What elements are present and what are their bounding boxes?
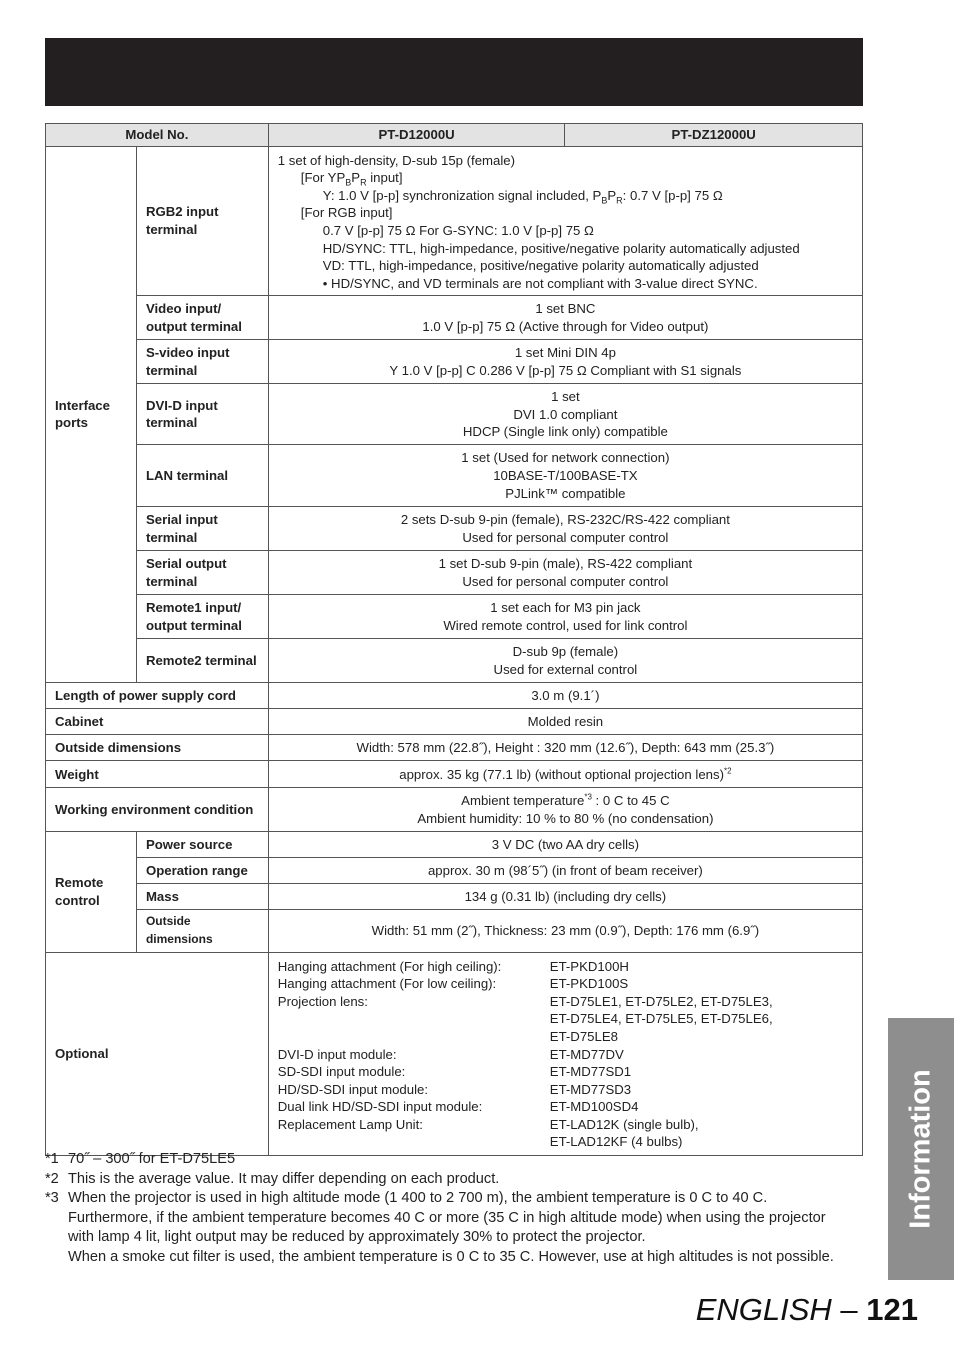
value-line: 1 set each for M3 pin jack: [490, 600, 641, 616]
option-value: ET-PKD100H: [549, 958, 629, 974]
text: Y: 1.0 V [p-p] synchronization signal included, P: [322, 187, 602, 203]
value-line: 1.0 V [p-p] 75 Ω (Active through for Video output): [422, 318, 709, 334]
option-name: Hanging attachment (For high ceiling):: [277, 958, 502, 974]
rgb2-line: VD: TTL, high-impedance, positive/negative polarity automatically adjusted: [322, 258, 759, 274]
env-label: Working environment condition: [46, 788, 269, 832]
table-row: [46, 595, 863, 639]
cord-value: 3.0 m (9.1´): [268, 683, 862, 709]
value-line: Y 1.0 V [p-p] C 0.286 V [p-p] 75 Ω Compliant with S1 signals: [389, 362, 742, 378]
option-name: [278, 1133, 550, 1151]
remote1-value: [268, 595, 862, 639]
option-name: Projection lens:: [277, 993, 368, 1009]
footnote-text: [68, 1189, 855, 1267]
value-line: D-sub 9p (female): [512, 644, 619, 660]
footnote-paragraph: When a smoke cut filter is used, the ambient temperature is 0 C to 35 C. However, use at high altitudes is not possible.: [68, 1248, 834, 1265]
remote-dims-value: Width: 51 mm (2˝), Thickness: 23 mm (0.9˝), Depth: 176 mm (6.9˝): [268, 910, 862, 952]
svideo-label: S-video input terminal: [136, 340, 268, 384]
value-line: 1 set BNC: [535, 301, 596, 317]
option-value: ET-LAD12KF (4 bulbs): [549, 1134, 683, 1150]
video-label: Video input/ output terminal: [136, 296, 268, 340]
cord-label: Length of power supply cord: [46, 683, 269, 709]
footnote-paragraph: When the projector is used in high altitude mode (1 400 to 2 700 m), the ambient temperature is 0 C to 40 C. Furthermore, if the ambient temperature becomes 40 C or more (35 C in high altitude mode) when using the projector with lamp 4 lit, light output may be reduced by approximately 30% to protect the projector.: [68, 1190, 826, 1245]
rgb2-line: HD/SYNC: TTL, high-impedance, positive/negative polarity automatically adjusted: [322, 240, 800, 256]
table-row: [46, 709, 863, 735]
value-line: 1 set (Used for network connection): [461, 450, 670, 466]
table-row: [46, 445, 863, 507]
value-line: Used for personal computer control: [462, 573, 669, 589]
dims-value: Width: 578 mm (22.8˝), Height : 320 mm (12.6˝), Depth: 643 mm (25.3˝): [268, 735, 862, 761]
table-row: [46, 884, 863, 910]
footnote-mark: *2: [723, 766, 732, 776]
text: [For YP: [300, 170, 346, 186]
remote1-label: Remote1 input/ output terminal: [136, 595, 268, 639]
table-row: [46, 296, 863, 340]
option-value: ET-D75LE8: [549, 1028, 618, 1044]
value-line: PJLink™ compatible: [505, 485, 626, 501]
table-row: [46, 952, 863, 1155]
header-model-2: PT-DZ12000U: [565, 124, 863, 147]
dvid-value: [268, 384, 862, 445]
video-value: [268, 296, 862, 340]
serial-out-value: [268, 551, 862, 595]
text: Ambient temperature: [461, 793, 585, 809]
operation-range-value: approx. 30 m (98´5˝) (in front of beam receiver): [268, 858, 862, 884]
table-row: [46, 639, 863, 683]
power-source-value: 3 V DC (two AA dry cells): [268, 832, 862, 858]
subscript: B: [345, 177, 352, 188]
page-number: 121: [866, 1292, 918, 1327]
env-value: [268, 788, 862, 832]
footnote-text: 70˝ – 300˝ for ET-D75LE5: [68, 1151, 236, 1167]
section-tab-label: Information: [904, 1069, 937, 1229]
footnote: [45, 1150, 855, 1170]
dvid-label: DVI-D input terminal: [136, 384, 268, 445]
value-line: 2 sets D-sub 9-pin (female), RS-232C/RS-422 compliant: [400, 512, 730, 528]
power-source-label: Power source: [136, 832, 268, 858]
optional-label: Optional: [46, 952, 269, 1155]
option-name: SD-SDI input module:: [277, 1064, 406, 1080]
text: P: [351, 170, 361, 186]
table-header-row: [46, 124, 863, 147]
option-value: ET-MD100SD4: [549, 1099, 639, 1115]
footnote-mark: *2: [45, 1170, 59, 1187]
option-name: Hanging attachment (For low ceiling):: [277, 976, 497, 992]
cabinet-label: Cabinet: [46, 709, 269, 735]
mass-label: Mass: [136, 884, 268, 910]
option-name: HD/SD-SDI input module:: [277, 1081, 429, 1097]
value-line: DVI 1.0 compliant: [513, 406, 618, 422]
table-row: [46, 551, 863, 595]
table-row: [46, 146, 863, 296]
header-bar: [45, 38, 863, 106]
footer-dash: –: [831, 1292, 867, 1327]
svideo-value: [268, 340, 862, 384]
text: input]: [366, 170, 403, 186]
table-row: [46, 858, 863, 884]
option-value: ET-D75LE1, ET-D75LE2, ET-D75LE3,: [549, 993, 773, 1009]
dims-label: Outside dimensions: [46, 735, 269, 761]
text: : 0 C to 45 C: [591, 793, 670, 809]
value-line: 1 set Mini DIN 4p: [514, 345, 616, 361]
option-value: ET-PKD100S: [549, 976, 629, 992]
table-row: [46, 832, 863, 858]
table-row: [46, 910, 863, 952]
subscript: R: [360, 177, 367, 188]
remote2-value: [268, 639, 862, 683]
footnote-mark: *3: [45, 1190, 59, 1206]
serial-in-label: Serial input terminal: [136, 507, 268, 551]
header-model-1: PT-D12000U: [268, 124, 565, 147]
option-value: ET-MD77DV: [549, 1046, 624, 1062]
option-name: [278, 1010, 550, 1028]
footnote-text: This is the average value. It may differ depending on each product.: [68, 1170, 500, 1187]
table-row: [46, 683, 863, 709]
value-line: HDCP (Single link only) compatible: [462, 424, 668, 440]
rgb2-line: [278, 169, 853, 187]
footnotes: [45, 1150, 855, 1267]
subscript: R: [616, 195, 623, 206]
weight-value: [268, 761, 862, 788]
footnote-mark: *3: [584, 792, 592, 802]
table-row: [46, 507, 863, 551]
rgb2-label: RGB2 input terminal: [136, 146, 268, 296]
value-line: Ambient humidity: 10 % to 80 % (no condensation): [417, 810, 714, 826]
table-row: [46, 761, 863, 788]
remote-control-label: Remote control: [46, 832, 137, 952]
serial-out-label: Serial output terminal: [136, 551, 268, 595]
option-name: DVI-D input module:: [277, 1046, 397, 1062]
optional-value: [268, 952, 862, 1155]
lan-label: LAN terminal: [136, 445, 268, 507]
cabinet-value: Molded resin: [268, 709, 862, 735]
header-model: Model No.: [46, 124, 269, 147]
value-line: 1 set: [551, 388, 580, 404]
optional-list: [278, 958, 853, 1152]
footnote: [45, 1170, 855, 1190]
section-tab: [888, 1018, 954, 1280]
remote2-label: Remote2 terminal: [136, 639, 268, 683]
interface-ports-label: Interface ports: [46, 146, 137, 683]
rgb2-line: [278, 187, 853, 205]
rgb2-line: [For RGB input]: [300, 205, 393, 221]
footer-language: ENGLISH: [695, 1292, 832, 1327]
value-line: Used for personal computer control: [462, 529, 669, 545]
option-name: Replacement Lamp Unit:: [277, 1116, 423, 1132]
page-footer: [696, 1292, 918, 1328]
rgb2-line: • HD/SYNC, and VD terminals are not compliant with 3-value direct SYNC.: [322, 275, 758, 291]
rgb2-line: 0.7 V [p-p] 75 Ω For G-SYNC: 1.0 V [p-p] 75 Ω: [322, 222, 594, 238]
table-row: [46, 384, 863, 445]
table-row: [46, 735, 863, 761]
option-value: ET-MD77SD1: [549, 1064, 632, 1080]
lan-value: [268, 445, 862, 507]
value-line: Wired remote control, used for link control: [443, 617, 688, 633]
option-value: ET-MD77SD3: [549, 1081, 632, 1097]
rgb2-line: 1 set of high-density, D-sub 15p (female): [277, 152, 516, 168]
option-name: Dual link HD/SD-SDI input module:: [277, 1099, 483, 1115]
text: approx. 35 kg (77.1 lb) (without optional projection lens): [399, 766, 724, 782]
value-line: [278, 792, 853, 810]
text: P: [607, 187, 617, 203]
subscript: B: [601, 195, 608, 206]
operation-range-label: Operation range: [136, 858, 268, 884]
mass-value: 134 g (0.31 lb) (including dry cells): [268, 884, 862, 910]
value-line: 10BASE-T/100BASE-TX: [493, 468, 638, 484]
weight-label: Weight: [46, 761, 269, 788]
option-name: [278, 1028, 550, 1046]
footnote: [45, 1189, 855, 1267]
rgb2-value: [268, 146, 862, 296]
serial-in-value: [268, 507, 862, 551]
text: : 0.7 V [p-p] 75 Ω: [622, 187, 723, 203]
spec-table: [45, 123, 863, 1156]
option-value: ET-LAD12K (single bulb),: [549, 1116, 699, 1132]
table-row: [46, 788, 863, 832]
footnote-mark: *1: [45, 1151, 59, 1167]
table-row: [46, 340, 863, 384]
value-line: 1 set D-sub 9-pin (male), RS-422 compliant: [438, 556, 693, 572]
value-line: Used for external control: [493, 661, 638, 677]
remote-dims-label: Outside dimensions: [136, 910, 268, 952]
option-value: ET-D75LE4, ET-D75LE5, ET-D75LE6,: [549, 1011, 773, 1027]
